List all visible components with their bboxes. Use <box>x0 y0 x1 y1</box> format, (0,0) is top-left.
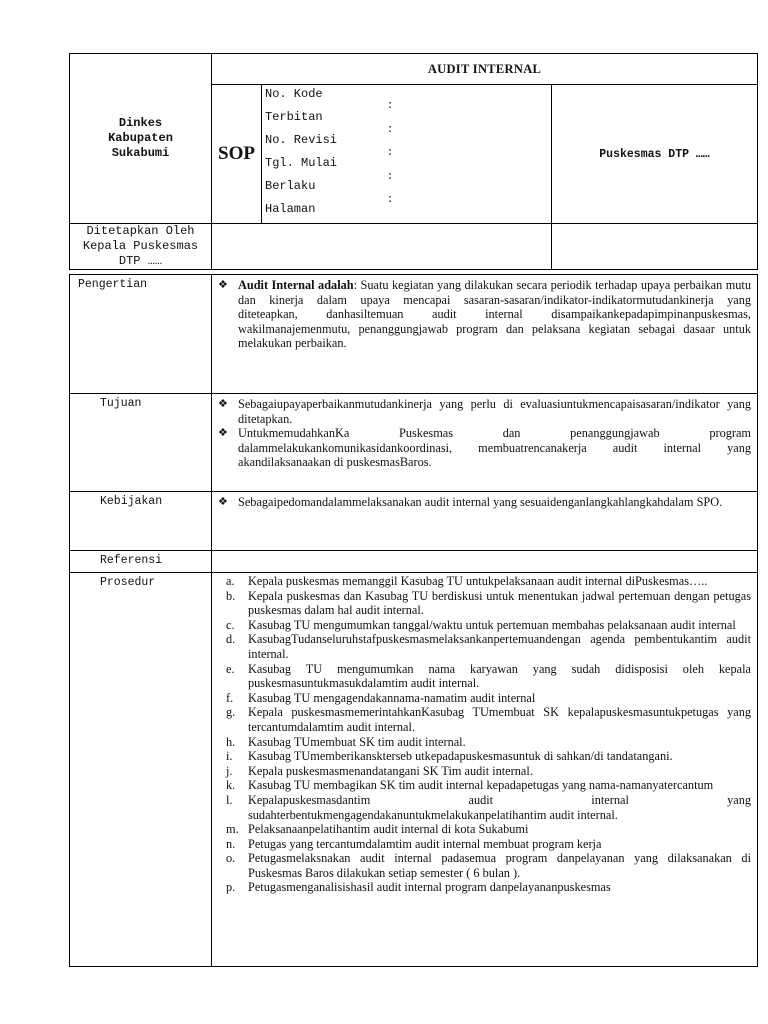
list-key: o. <box>226 851 236 866</box>
list-key: m. <box>226 822 239 837</box>
colon-5: : <box>386 194 394 206</box>
document-title: AUDIT INTERNAL <box>212 54 758 85</box>
list-text: KasubagTudanseluruhstafpuskesmasmelaksankanpertemuandengan agenda pembentukantim audit internal. <box>248 632 751 661</box>
row-kebijakan <box>70 492 758 551</box>
field-colons <box>373 85 408 224</box>
sop-body-table <box>69 274 758 967</box>
list-item <box>218 880 751 895</box>
pengertian-text: : Suatu kegiatan yang dilakukan secara periodik terhadap upaya perbaikan mutu dan kinerja dalam upaya mencapai sasaran-sasaran/indikator-indikatormutudankinerja yang diteteapkan, danhasiltemuan audit internal disampaikankepadapimpinanpuskesmas, wakilmanajemenmutu, penanggungjawab program dan pelaksana kegiatan sebagai dasaar untuk melakukan perbaikan. <box>238 278 751 351</box>
list-key: g. <box>226 705 236 720</box>
content-referensi <box>212 551 758 573</box>
list-key: j. <box>226 763 233 778</box>
field-terbitan: Terbitan <box>265 110 323 124</box>
list-text: Kasubag TUmemberikanskterseb utkepadapuskesmasuntuk di sahkan/di tandatangani. <box>248 749 673 764</box>
diamond-bullet-icon: ❖ <box>218 496 228 508</box>
list-text: Kasubag TU mengagendakannama-namatim audit internal <box>248 690 536 705</box>
puskesmas-name: Puskesmas DTP …… <box>552 85 758 224</box>
colon-4: : <box>386 170 394 183</box>
list-item <box>218 851 751 880</box>
list-item <box>218 764 751 779</box>
list-text: Kasubag TU mengumumkan tanggal/waktu untuk pertemuan membahas pelaksanaan audit internal <box>248 617 736 632</box>
kebijakan-item-1: Sebagaipedomandalammelaksanakan audit internal yang sesuaidenganlangkahlangkahdalam SPO. <box>238 495 723 509</box>
list-item <box>218 495 751 510</box>
document-fields <box>262 85 373 224</box>
org-line-3: Sukabumi <box>111 146 170 160</box>
diamond-bullet-icon: ❖ <box>218 427 228 440</box>
label-kebijakan: Kebijakan <box>70 492 212 551</box>
list-text: Petugas yang tercantumdalamtim audit internal membuat program kerja <box>248 836 602 851</box>
sop-header-table <box>69 53 758 270</box>
list-text: Kepala puskesmas memanggil Kasubag TU untukpelaksanaan audit internal diPuskesmas….. <box>248 574 708 588</box>
list-item <box>218 574 751 589</box>
sop-label: SOP <box>212 85 262 224</box>
org-line-2: Kabupaten <box>108 131 173 145</box>
diamond-bullet-icon: ❖ <box>218 279 228 291</box>
list-key: e. <box>226 661 235 676</box>
organization-name <box>70 54 212 224</box>
approved-by-line-2: Kepala Puskesmas DTP …… <box>82 239 199 268</box>
list-item <box>218 778 751 793</box>
list-item <box>218 822 751 837</box>
tujuan-item-1: Sebagaiupayaperbaikanmutudankinerja yang perlu di evaluasiuntukmencapaisasaran/indikator yang ditetapkan. <box>238 397 751 426</box>
list-text: Kepala puskesmas dan Kasubag TU berdiskusi untuk menentukan jadwal pertemuan dengan petugas puskesmas dalam hal audit internal. <box>248 588 751 618</box>
list-key: h. <box>226 734 236 749</box>
colon-2: : <box>386 123 394 136</box>
colon-1: : <box>386 100 394 112</box>
content-kebijakan <box>212 492 758 551</box>
field-halaman: Halaman <box>265 202 316 216</box>
list-item <box>218 691 751 706</box>
label-prosedur: Prosedur <box>70 573 212 967</box>
list-item <box>218 662 751 691</box>
tujuan-item-2: UntukmemudahkanKa Puskesmas dan penanggungjawab program dalammelakukankomunikasidankoordinasi, membuatrencanakerja audit internal yang akandilaksanaakan di puskesmasBaros. <box>238 426 751 470</box>
list-item <box>218 837 751 852</box>
list-item <box>218 589 751 618</box>
list-item <box>218 632 751 661</box>
row-pengertian <box>70 275 758 394</box>
list-key: d. <box>226 632 236 647</box>
approved-by-line-1: Ditetapkan Oleh <box>86 224 195 238</box>
row-prosedur <box>70 573 758 967</box>
list-key: p. <box>226 880 236 895</box>
list-key: a. <box>226 574 235 588</box>
label-tujuan: Tujuan <box>70 394 212 492</box>
list-key: k. <box>226 778 236 793</box>
pengertian-term: Audit Internal adalah <box>238 278 354 292</box>
list-item <box>218 735 751 750</box>
field-tgl-mulai: Tgl. Mulai <box>265 156 338 170</box>
list-item <box>218 397 751 426</box>
list-text: Kasubag TUmembuat SK tim audit internal. <box>248 734 466 749</box>
content-pengertian <box>212 275 758 394</box>
diamond-bullet-icon: ❖ <box>218 398 228 410</box>
list-text: Kepala puskesmasmemerintahkanKasubag TUmembuat SK kepalapuskesmasuntukpetugas yang tercantumdalamtim audit internal. <box>248 705 751 734</box>
list-key: b. <box>226 588 236 603</box>
list-item <box>218 618 751 633</box>
label-pengertian: Pengertian <box>70 275 212 394</box>
org-line-1: Dinkes <box>118 116 163 130</box>
list-item <box>218 749 751 764</box>
list-item <box>218 705 751 734</box>
content-tujuan <box>212 394 758 492</box>
field-values <box>408 85 552 224</box>
field-no-kode: No. Kode <box>265 87 323 101</box>
list-text: Kasubag TU mengumumkan nama karyawan yang sudah didisposisi oleh kepala puskesmasuntukmasukdalamtim audit internal. <box>248 661 751 691</box>
list-key: i. <box>226 749 233 764</box>
list-key: n. <box>226 836 236 851</box>
list-text: Pelaksanaanpelatihantim audit internal di kota Sukabumi <box>248 822 529 837</box>
list-text: Kasubag TU membagikan SK tim audit internal kepadapetugas yang nama-namanyatercantum <box>248 778 714 793</box>
list-text: Petugasmenganalisishasil audit internal program danpelayananpuskesmas <box>248 880 611 895</box>
approved-by <box>70 224 212 270</box>
list-key: l. <box>226 792 233 807</box>
list-key: f. <box>226 690 234 705</box>
list-item <box>218 793 751 822</box>
content-prosedur <box>212 573 758 967</box>
list-item <box>218 426 751 470</box>
label-referensi: Referensi <box>70 551 212 573</box>
field-berlaku: Berlaku <box>265 179 316 193</box>
list-text: Petugasmelaksnakan audit internal padasemua program danpelayanan yang dilaksanakan di Puskesmas Baros dilakukan setiap semester ( 6 bulan ). <box>248 851 751 880</box>
field-no-revisi: No. Revisi <box>265 133 338 147</box>
list-text: Kepala puskesmasmenandatangani SK Tim audit internal. <box>248 763 533 778</box>
signature-cell <box>212 224 552 270</box>
colon-3: : <box>386 147 394 159</box>
stamp-cell <box>552 224 758 270</box>
list-key: c. <box>226 617 235 632</box>
list-text: Kepalapuskesmasdantim audit internal yang sudahterbentukmengagendakanuntukmelakukanpelatihantim audit internal. <box>248 792 751 822</box>
row-referensi <box>70 551 758 573</box>
row-tujuan <box>70 394 758 492</box>
